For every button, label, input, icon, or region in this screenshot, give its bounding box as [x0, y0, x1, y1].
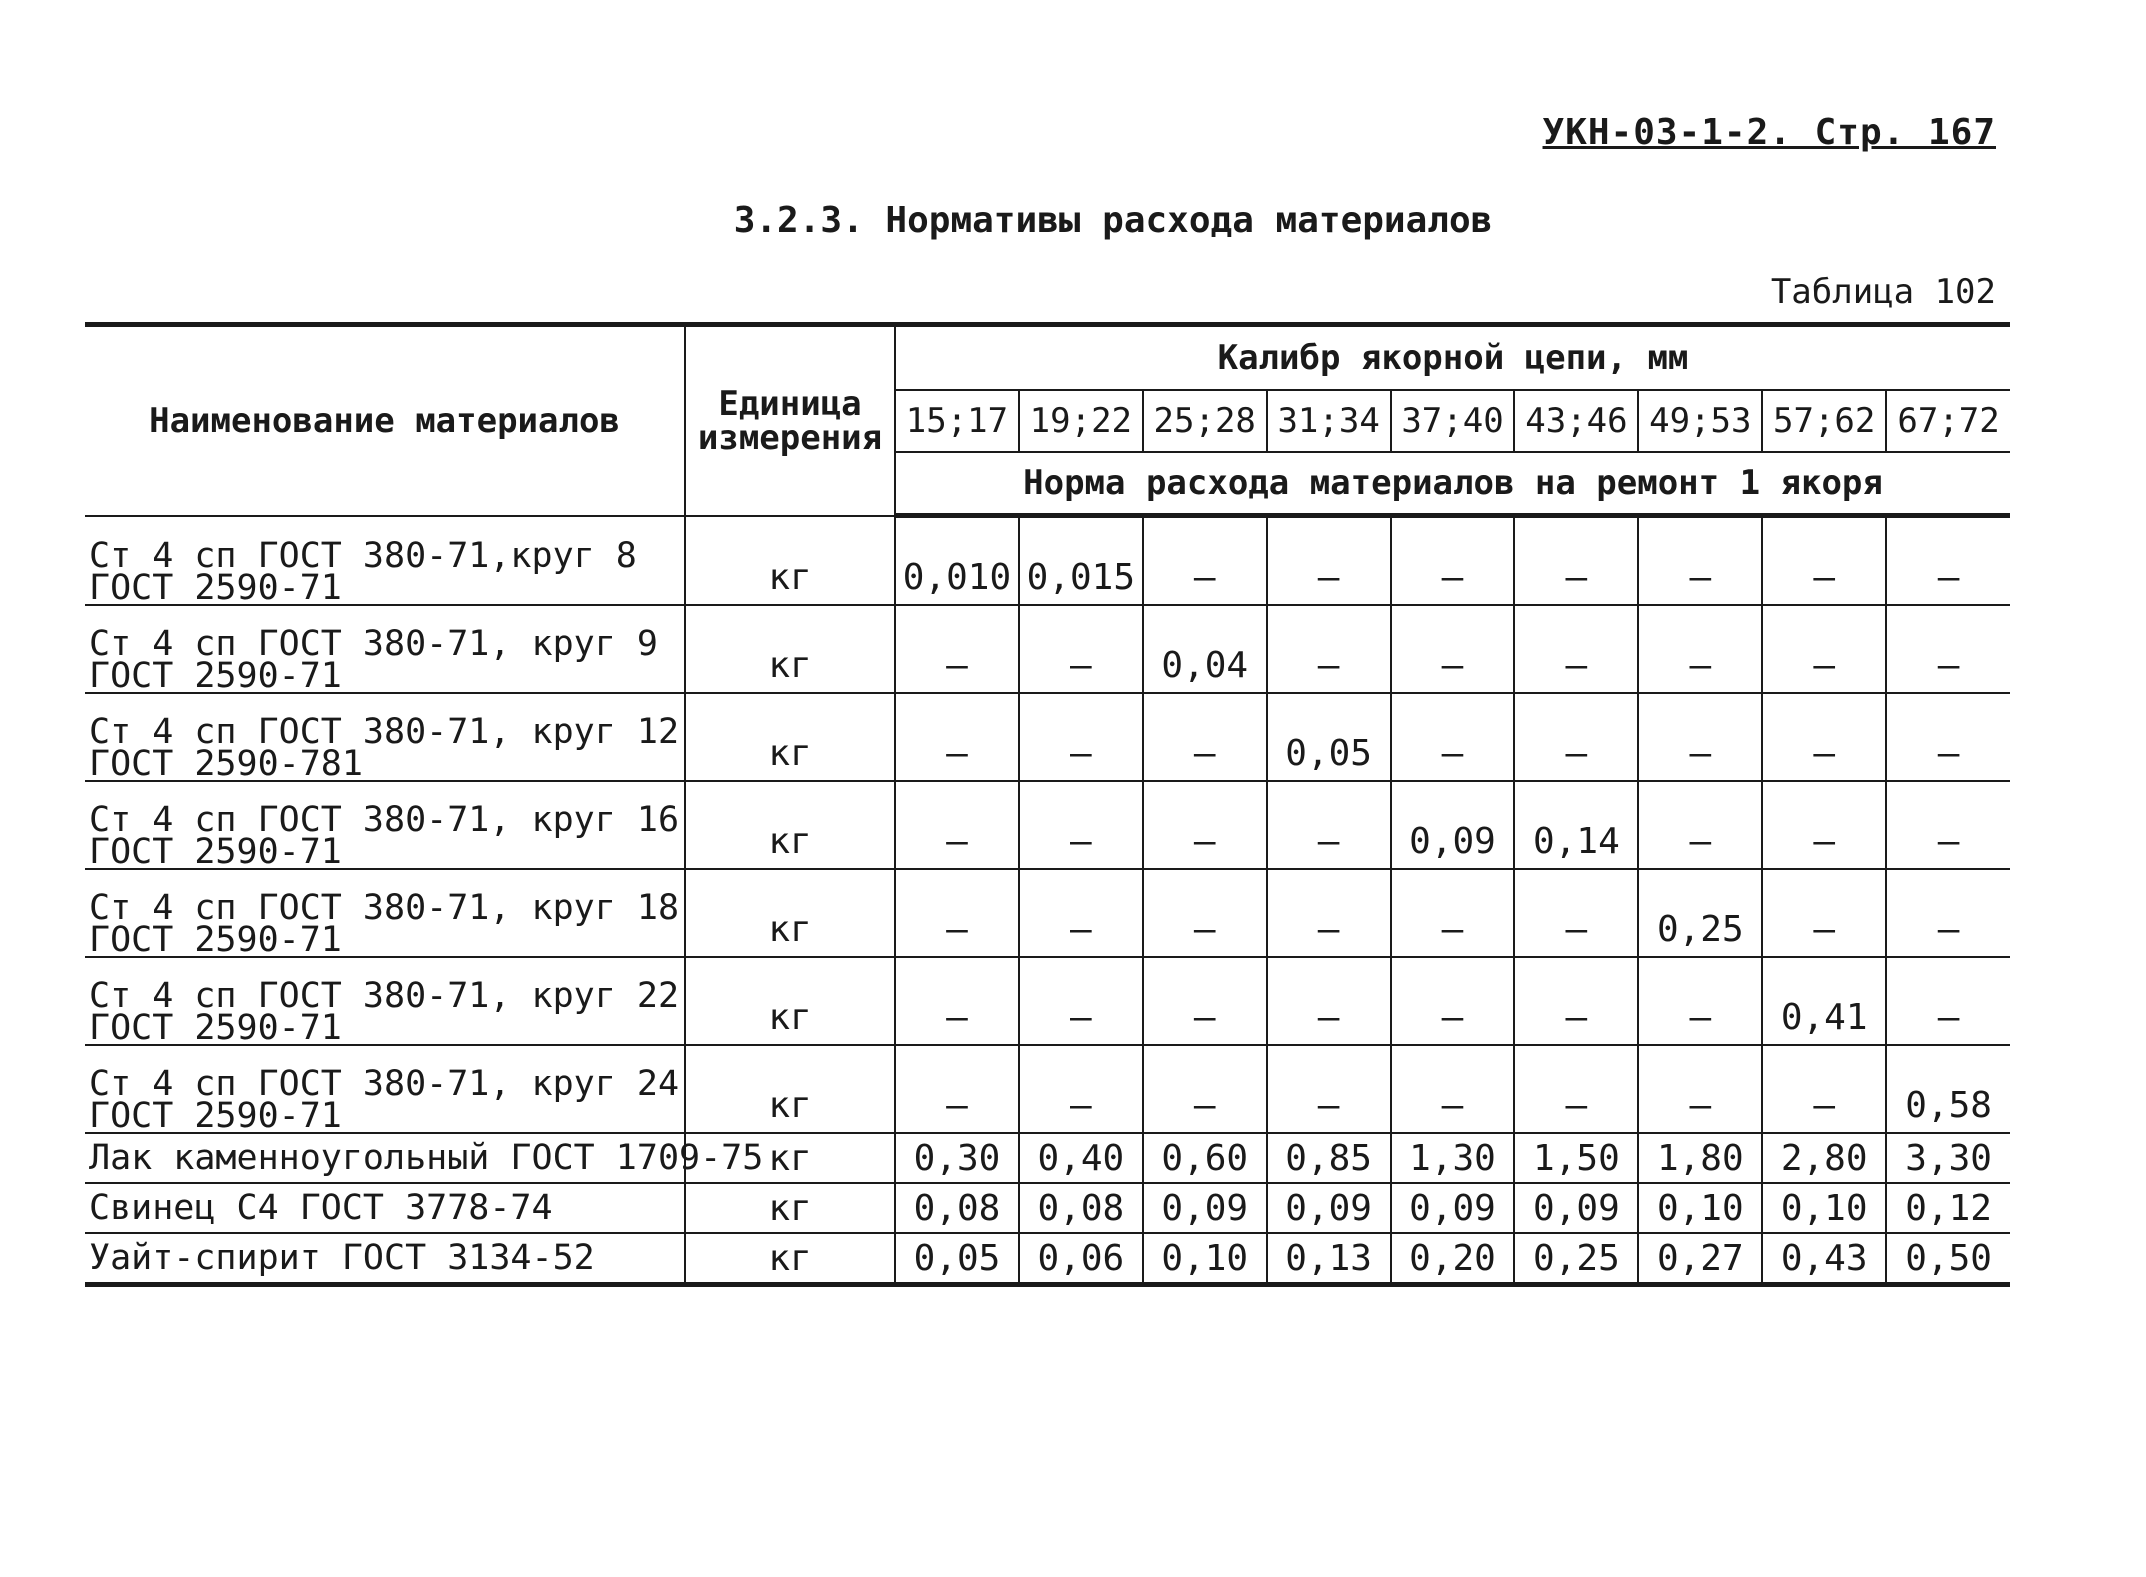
norm-value-cell: – [1019, 605, 1143, 693]
norm-value-cell: – [1019, 693, 1143, 781]
norm-value-cell: – [1762, 693, 1886, 781]
material-name-cell [85, 1045, 685, 1136]
table-row [85, 957, 2010, 1045]
norm-value-cell: – [1638, 957, 1762, 1045]
norm-value-cell: 0,30 [895, 1133, 1019, 1183]
unit-cell: кг [685, 1183, 895, 1233]
material-standard-line: ГОСТ 2590-71 [89, 1008, 342, 1048]
norm-value-cell: – [1019, 957, 1143, 1045]
norm-value-cell: – [895, 605, 1019, 693]
header-caliber-value: 49;53 [1638, 390, 1762, 452]
norm-value-cell: 0,08 [1019, 1183, 1143, 1233]
norm-value-cell: – [1019, 869, 1143, 957]
norm-value-cell: 3,30 [1886, 1133, 2010, 1183]
header-norm: Норма расхода материалов на ремонт 1 якоря [895, 452, 2010, 516]
material-name-line: Ст 4 сп ГОСТ 380-71, круг 18 [89, 888, 680, 928]
norm-value-cell: – [1638, 1045, 1762, 1133]
norm-value-cell: – [1143, 957, 1267, 1045]
norm-value-cell: – [1143, 781, 1267, 869]
norm-value-cell: – [1514, 516, 1638, 606]
header-caliber-value: 43;46 [1514, 390, 1638, 452]
norm-value-cell: – [1762, 1045, 1886, 1133]
norm-value-cell: – [1638, 605, 1762, 693]
table-label: Таблица 102 [1770, 272, 1996, 312]
norm-value-cell: – [1019, 1045, 1143, 1133]
norm-value-cell: – [1886, 781, 2010, 869]
norm-value-cell: – [1514, 1045, 1638, 1133]
table-row [85, 1045, 2010, 1133]
norm-value-cell: – [1143, 516, 1267, 606]
header-caliber-value: 25;28 [1143, 390, 1267, 452]
norm-value-cell: – [1886, 516, 2010, 606]
norm-value-cell: 0,50 [1886, 1233, 2010, 1285]
norm-value-cell: – [1267, 957, 1391, 1045]
material-name-cell [85, 1133, 764, 1183]
norm-value-cell: – [1391, 516, 1515, 606]
norm-value-cell: 0,60 [1143, 1133, 1267, 1183]
norm-value-cell: 0,10 [1638, 1183, 1762, 1233]
material-name-line: Свинец С4 ГОСТ 3778-74 [89, 1188, 553, 1228]
material-standard-line: ГОСТ 2590-71 [89, 568, 342, 608]
header-caliber-value: 15;17 [895, 390, 1019, 452]
norm-value-cell: 0,09 [1391, 1183, 1515, 1233]
norm-value-cell: 0,05 [895, 1233, 1019, 1285]
norm-value-cell: – [895, 957, 1019, 1045]
norm-value-cell: – [1514, 693, 1638, 781]
norm-value-cell: – [1267, 1045, 1391, 1133]
norm-value-cell: 2,80 [1762, 1133, 1886, 1183]
material-name-cell [85, 869, 685, 960]
material-name-line: Уайт-спирит ГОСТ 3134-52 [89, 1238, 595, 1278]
norm-value-cell: 0,09 [1391, 781, 1515, 869]
norm-value-cell: – [1762, 516, 1886, 606]
header-caliber-value: 31;34 [1267, 390, 1391, 452]
norm-value-cell: 0,04 [1143, 605, 1267, 693]
norm-value-cell: 0,14 [1514, 781, 1638, 869]
norm-value-cell: – [1886, 869, 2010, 957]
norm-value-cell: – [1019, 781, 1143, 869]
material-standard-line: ГОСТ 2590-781 [89, 744, 363, 784]
norm-value-cell: – [1143, 1045, 1267, 1133]
unit-cell: кг [685, 605, 895, 693]
norm-value-cell: – [1391, 605, 1515, 693]
norm-value-cell: 0,10 [1143, 1233, 1267, 1285]
norm-value-cell: – [1886, 957, 2010, 1045]
norm-value-cell: 0,25 [1638, 869, 1762, 957]
material-name-cell [85, 1233, 685, 1285]
material-name-cell [85, 516, 685, 606]
unit-cell: кг [685, 869, 895, 957]
norm-value-cell: 0,09 [1143, 1183, 1267, 1233]
norm-value-cell: – [1391, 1045, 1515, 1133]
material-name-line: Ст 4 сп ГОСТ 380-71,круг 8 [89, 536, 637, 576]
unit-cell: кг [685, 1045, 895, 1133]
norm-value-cell: 0,27 [1638, 1233, 1762, 1285]
material-name-line: Ст 4 сп ГОСТ 380-71, круг 12 [89, 712, 680, 752]
material-name-line: Лак каменноугольный ГОСТ 1709-75 [89, 1138, 764, 1178]
norm-value-cell: – [895, 869, 1019, 957]
section-title: 3.2.3. Нормативы расхода материалов [733, 200, 1493, 241]
norm-value-cell: – [1267, 781, 1391, 869]
norm-value-cell: 0,05 [1267, 693, 1391, 781]
unit-cell: кг [685, 781, 895, 869]
table-row [85, 516, 2010, 606]
header-caliber-value: 19;22 [1019, 390, 1143, 452]
norm-value-cell: – [1886, 605, 2010, 693]
material-name-line: Ст 4 сп ГОСТ 380-71, круг 16 [89, 800, 680, 840]
norm-value-cell: 0,41 [1762, 957, 1886, 1045]
norm-value-cell: – [1886, 693, 2010, 781]
material-name-cell [85, 693, 685, 784]
unit-cell: кг [685, 957, 895, 1045]
table-header [85, 325, 2010, 516]
norm-value-cell: – [1762, 605, 1886, 693]
material-name-cell [85, 957, 685, 1048]
norm-value-cell: 1,30 [1391, 1133, 1515, 1183]
norm-value-cell: – [1638, 693, 1762, 781]
norm-value-cell: 0,25 [1514, 1233, 1638, 1285]
material-name-line: Ст 4 сп ГОСТ 380-71, круг 22 [89, 976, 680, 1016]
norm-value-cell: 0,58 [1886, 1045, 2010, 1133]
norm-value-cell: 0,010 [895, 516, 1019, 606]
norm-value-cell: – [1514, 605, 1638, 693]
norm-value-cell: 0,10 [1762, 1183, 1886, 1233]
material-standard-line: ГОСТ 2590-71 [89, 832, 342, 872]
material-name-cell [85, 605, 685, 696]
material-standard-line: ГОСТ 2590-71 [89, 1096, 342, 1136]
norm-value-cell: – [1514, 957, 1638, 1045]
materials-norms-table [85, 322, 2010, 1287]
norm-value-cell: – [1391, 693, 1515, 781]
norm-value-cell: 0,06 [1019, 1233, 1143, 1285]
norm-value-cell: – [895, 781, 1019, 869]
norm-value-cell: – [1391, 869, 1515, 957]
header-unit: Единица измерения [685, 325, 895, 516]
material-name-line: Ст 4 сп ГОСТ 380-71, круг 9 [89, 624, 658, 664]
unit-cell: кг [685, 516, 895, 606]
norm-value-cell: – [1638, 516, 1762, 606]
header-caliber-value: 57;62 [1762, 390, 1886, 452]
norm-value-cell: – [1267, 516, 1391, 606]
table-row [85, 1133, 2010, 1183]
norm-value-cell: – [1267, 605, 1391, 693]
norm-value-cell: – [1514, 869, 1638, 957]
norm-value-cell: 0,08 [895, 1183, 1019, 1233]
norm-value-cell: – [1267, 869, 1391, 957]
header-material-name: Наименование материалов [85, 325, 685, 516]
table-row [85, 869, 2010, 957]
norm-value-cell: – [1762, 781, 1886, 869]
norm-value-cell: 0,40 [1019, 1133, 1143, 1183]
material-name-cell [85, 1183, 685, 1233]
norm-value-cell: 0,015 [1019, 516, 1143, 606]
unit-cell: кг [685, 1133, 895, 1183]
norm-value-cell: 0,09 [1514, 1183, 1638, 1233]
header-caliber-value: 67;72 [1886, 390, 2010, 452]
material-standard-line: ГОСТ 2590-71 [89, 656, 342, 696]
table-row [85, 781, 2010, 869]
norm-value-cell: 0,43 [1762, 1233, 1886, 1285]
header-caliber: Калибр якорной цепи, мм [895, 325, 2010, 391]
norm-value-cell: 0,09 [1267, 1183, 1391, 1233]
norm-value-cell: 1,80 [1638, 1133, 1762, 1183]
norm-value-cell: – [1143, 869, 1267, 957]
unit-cell: кг [685, 1233, 895, 1285]
table-body [85, 516, 2010, 1285]
table-row [85, 693, 2010, 781]
table-row [85, 605, 2010, 693]
norm-value-cell: – [1391, 957, 1515, 1045]
table-row [85, 1183, 2010, 1233]
norm-value-cell: 0,85 [1267, 1133, 1391, 1183]
norm-value-cell: – [895, 1045, 1019, 1133]
norm-value-cell: – [895, 693, 1019, 781]
material-name-cell [85, 781, 685, 872]
norm-value-cell: 0,13 [1267, 1233, 1391, 1285]
header-caliber-value: 37;40 [1391, 390, 1515, 452]
norm-value-cell: 0,20 [1391, 1233, 1515, 1285]
table-row [85, 1233, 2010, 1285]
material-standard-line: ГОСТ 2590-71 [89, 920, 342, 960]
material-name-line: Ст 4 сп ГОСТ 380-71, круг 24 [89, 1064, 680, 1104]
norm-value-cell: – [1762, 869, 1886, 957]
norm-value-cell: 1,50 [1514, 1133, 1638, 1183]
norm-value-cell: – [1638, 781, 1762, 869]
norm-value-cell: – [1143, 693, 1267, 781]
unit-cell: кг [685, 693, 895, 781]
page-code: УКН-03-1-2. Стр. 167 [1542, 112, 1996, 153]
norm-value-cell: 0,12 [1886, 1183, 2010, 1233]
